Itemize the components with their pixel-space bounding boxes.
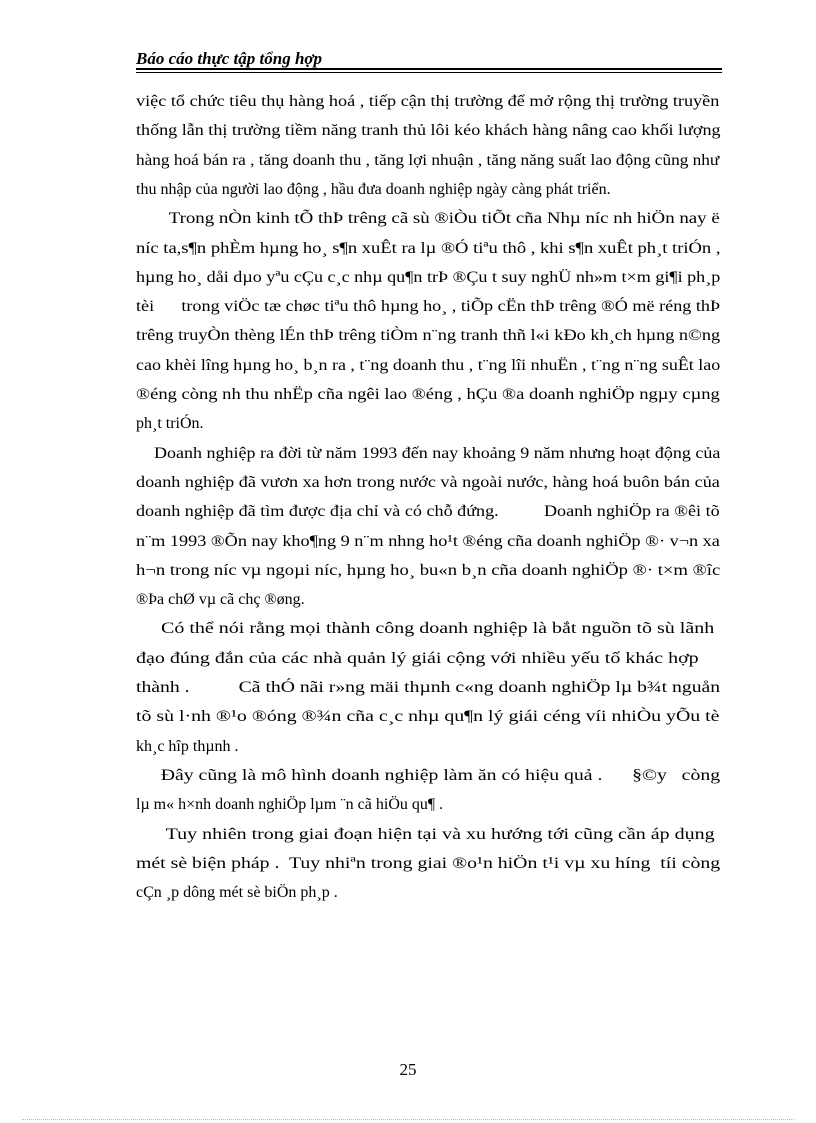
page-number: 25: [399, 1060, 417, 1079]
header-rule: [136, 68, 722, 70]
text-line: doanh nghiệp đã tìm được địa chỉ và có chỗ đứng. Doanh nghiÖp ra ®êi tõ: [136, 503, 720, 521]
text-line: đạo đúng đắn của các nhà quản lý giái cộng với nhiều yếu tố khác hợp: [136, 649, 699, 667]
text-line: ®Þa chØ vµ cã chç ®øng.: [136, 591, 305, 609]
text-line: h¬n trong níc vµ ngoµi níc, hµng ho¸ bu«n b¸n cña doanh nghiÖp ®· t×m ®îc: [136, 561, 721, 579]
text-line: ph¸t triÓn.: [136, 415, 204, 433]
text-line: ®éng còng nh thu nhËp cña ngêi lao ®éng , hÇu ®a doanh nghiÖp ngµy cµng: [136, 386, 720, 403]
text-line: níc ta,s¶n phÈm hµng ho¸ s¶n xuÊt ra lµ ®Ó tiªu thô , khi s¶n xuÊt ph¸t triÓn ,: [136, 239, 721, 257]
text-line: trêng truyÒn thèng lÉn thÞ trêng tiÒm n¨ng tranh thñ l«i kÐo kh¸ch hµng n©ng: [136, 327, 721, 345]
text-line: cao khèi lîng hµng ho¸ b¸n ra , t¨ng doanh thu , t¨ng lîi nhuËn , t¨ng n¨ng suÊt lao: [136, 356, 721, 374]
text-line: kh¸c hîp thµnh .: [136, 737, 239, 755]
text-line: thống lẫn thị trường tiềm năng tranh thủ lôi kéo khách hàng nâng cao khối lượng: [136, 122, 721, 140]
text-line: Doanh nghiệp ra đời từ năm 1993 đến nay khoảng 9 năm nhưng hoạt động của: [136, 444, 721, 462]
text-line: Trong nÒn kinh tÕ thÞ trêng cã sù ®iÒu tiÕt cña Nhµ níc nh hiÖn nay ë: [136, 210, 720, 228]
text-line: tõ sù l·nh ®¹o ®óng ®¾n cña c¸c nhµ qu¶n lý giái céng víi nhiÒu yÕu tè: [136, 708, 720, 726]
text-line: hàng hoá bán ra , tăng doanh thu , tăng lợi nhuận , tăng năng suất lao động cũng như: [136, 151, 720, 169]
text-line: cÇn ¸p dông mét sè biÖn ph¸p .: [136, 884, 338, 902]
text-line: việc tổ chức tiêu thụ hàng hoá , tiếp cận thị trường để mở rộng thị trường truyền: [136, 93, 720, 110]
header-title: Báo cáo thực tập tổng hợp: [136, 49, 323, 68]
text-line: Đây cũng là mô hình doanh nghiệp làm ăn có hiệu quả . §©y còng: [136, 766, 721, 784]
text-line: thành . Cã thÓ nãi r»ng mäi thµnh c«ng doanh nghiÖp lµ b¾t nguån: [136, 679, 721, 696]
page-header: [136, 48, 722, 70]
text-line: mét sè biện pháp . Tuy nhiªn trong giai ®o¹n hiÖn t¹i vµ xu híng tíi còng: [136, 854, 721, 872]
text-line: Có thể nói rằng mọi thành công doanh nghiệp là bắt nguồn tõ sù lãnh: [136, 620, 715, 638]
text-line: lµ m« h×nh doanh nghiÖp lµm ¨n cã hiÖu qu¶ .: [136, 796, 444, 814]
text-line: n¨m 1993 ®Õn nay kho¶ng 9 n¨m nhng ho¹t ®éng cña doanh nghiÖp ®· v¬n xa: [136, 532, 720, 550]
text-line: hµng ho¸ dåi dµo yªu cÇu c¸c nhµ qu¶n trÞ ®Çu t suy nghÜ nh»m t×m gi¶i ph¸p: [136, 268, 721, 286]
footer-divider: [22, 1119, 794, 1120]
text-line: thu nhập của người lao động , hầu đưa doanh nghiệp ngày càng phát triển.: [136, 180, 611, 198]
header-rule-secondary: [136, 72, 722, 73]
text-line: Tuy nhiên trong giai đoạn hiện tại và xu hướng tới cũng cần áp dụng: [136, 825, 715, 843]
text-line: tèi trong viÖc tæ chøc tiªu thô hµng ho¸ , tiÕp cËn thÞ trêng ®Ó më réng thÞ: [136, 298, 721, 316]
text-line: doanh nghiệp đã vươn xa hơn trong nước và ngoài nước, hàng hoá buôn bán của: [136, 473, 720, 491]
